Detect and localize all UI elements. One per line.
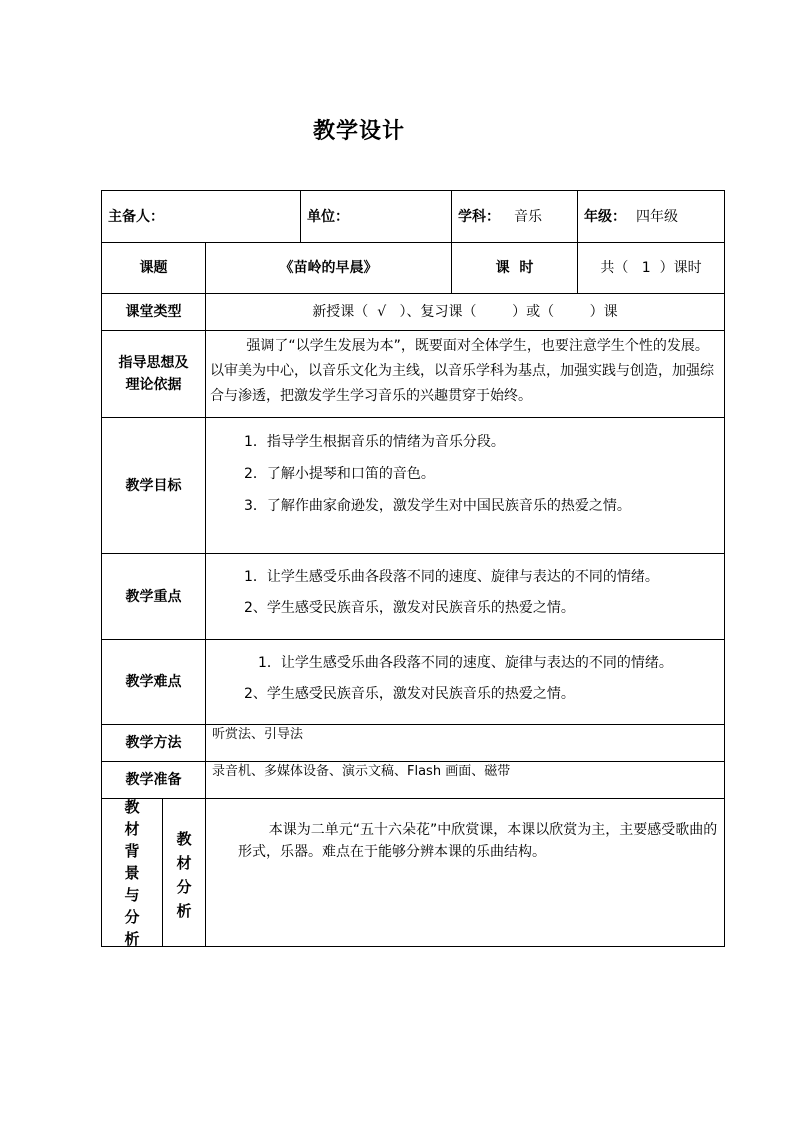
subject-cell [451, 190, 578, 243]
hours-label-cell [451, 242, 578, 294]
hours-value: 共（ 1 ）课时 [600, 260, 702, 276]
topic-value-cell [205, 242, 452, 294]
method-label: 教学方法 [125, 735, 182, 751]
key-point-item: 2、学生感受民族音乐，激发对民族音乐的热爱之情。 [244, 600, 575, 616]
background-inner-label-cell [162, 798, 206, 947]
topic-label: 课题 [139, 260, 168, 276]
key-point-item: 1．让学生感受乐曲各段落不同的速度、旋律与表达的不同的情绪。 [244, 569, 659, 585]
background-char: 与 [124, 885, 140, 904]
preparer-cell [101, 190, 301, 243]
background-char: 教 [124, 797, 140, 816]
preparation-value: 录音机、多媒体设备、演示文稿、Flash 画面、磁带 [212, 764, 511, 779]
objective-item: 3．了解作曲家俞逊发，激发学生对中国民族音乐的热爱之情。 [244, 498, 631, 514]
analysis-char: 析 [176, 902, 192, 920]
grade-value: 四年级 [636, 208, 678, 225]
guide-text: 强调了“以学生发展为本”，既要面对全体学生，也要注意学生个性的发展。以审美为中心，以音乐文化为主线，以音乐学科为基点，加强实践与创造，加强综合与渗透，把激发学生学习音乐的兴趣贯穿于始终。 [210, 338, 714, 404]
topic-label-cell [101, 242, 206, 294]
guide-label-cell [101, 330, 206, 418]
preparer-label: 主备人： [108, 208, 164, 225]
guide-text-cell [205, 330, 725, 418]
method-value-cell [205, 724, 725, 762]
unit-cell [300, 190, 452, 243]
class-type-label-cell [101, 293, 206, 331]
preparation-label-cell [101, 761, 206, 799]
key-points-label: 教学重点 [125, 588, 182, 605]
background-char: 背 [124, 841, 140, 860]
difficulty-item: 1．让学生感受乐曲各段落不同的速度、旋律与表达的不同的情绪。 [258, 655, 673, 671]
hours-value-cell [577, 242, 725, 294]
preparation-label: 教学准备 [125, 772, 182, 788]
key-points-list [244, 562, 724, 624]
method-label-cell [101, 724, 206, 762]
background-char: 分 [124, 907, 140, 926]
subject-label: 学科： [458, 208, 500, 225]
background-char: 析 [124, 929, 140, 948]
objective-item: 1．指导学生根据音乐的情绪为音乐分段。 [244, 434, 505, 450]
unit-label: 单位： [307, 208, 349, 225]
key-points-label-cell [101, 553, 206, 640]
background-char: 材 [124, 819, 140, 838]
difficulties-cell [205, 639, 725, 725]
method-value: 听赏法、引导法 [212, 727, 304, 742]
grade-label: 年级： [584, 208, 626, 225]
class-type-value-cell [205, 293, 725, 331]
objectives-cell [205, 417, 725, 554]
difficulties-label: 教学难点 [125, 674, 182, 690]
objectives-label-cell [101, 417, 206, 554]
class-type-value: 新授课（ √ ）、复习课（ ）或（ ）课 [312, 304, 618, 320]
difficulties-label-cell [101, 639, 206, 725]
difficulties-list [244, 648, 724, 710]
lesson-plan-table [101, 190, 725, 947]
analysis-char: 材 [176, 854, 192, 872]
analysis-char: 分 [176, 878, 192, 896]
difficulty-item: 2、学生感受民族音乐，激发对民族音乐的热爱之情。 [244, 686, 575, 702]
guide-label-line-2: 理论依据 [125, 377, 182, 393]
page-title: 教学设计 [312, 119, 405, 144]
background-char: 景 [124, 863, 140, 882]
background-text-cell [205, 798, 725, 947]
objectives-label: 教学目标 [125, 477, 182, 494]
subject-value: 音乐 [514, 208, 542, 225]
preparation-value-cell [205, 761, 725, 799]
key-points-cell [205, 553, 725, 640]
class-type-label: 课堂类型 [125, 304, 182, 320]
guide-label-line-1: 指导思想及 [118, 355, 189, 371]
background-text: 本课为二单元“五十六朵花”中欣赏课，本课以欣赏为主，主要感受歌曲的形式，乐器。难点在于能够分辨本课的乐曲结构。 [238, 822, 718, 860]
topic-value: 《苗岭的早晨》 [279, 260, 378, 276]
objectives-list [244, 426, 724, 522]
analysis-char: 教 [176, 830, 192, 848]
objective-item: 2．了解小提琴和口笛的音色。 [244, 466, 435, 482]
hours-label: 课 时 [495, 260, 534, 276]
grade-cell [577, 190, 725, 243]
background-outer-label-cell [101, 798, 163, 947]
